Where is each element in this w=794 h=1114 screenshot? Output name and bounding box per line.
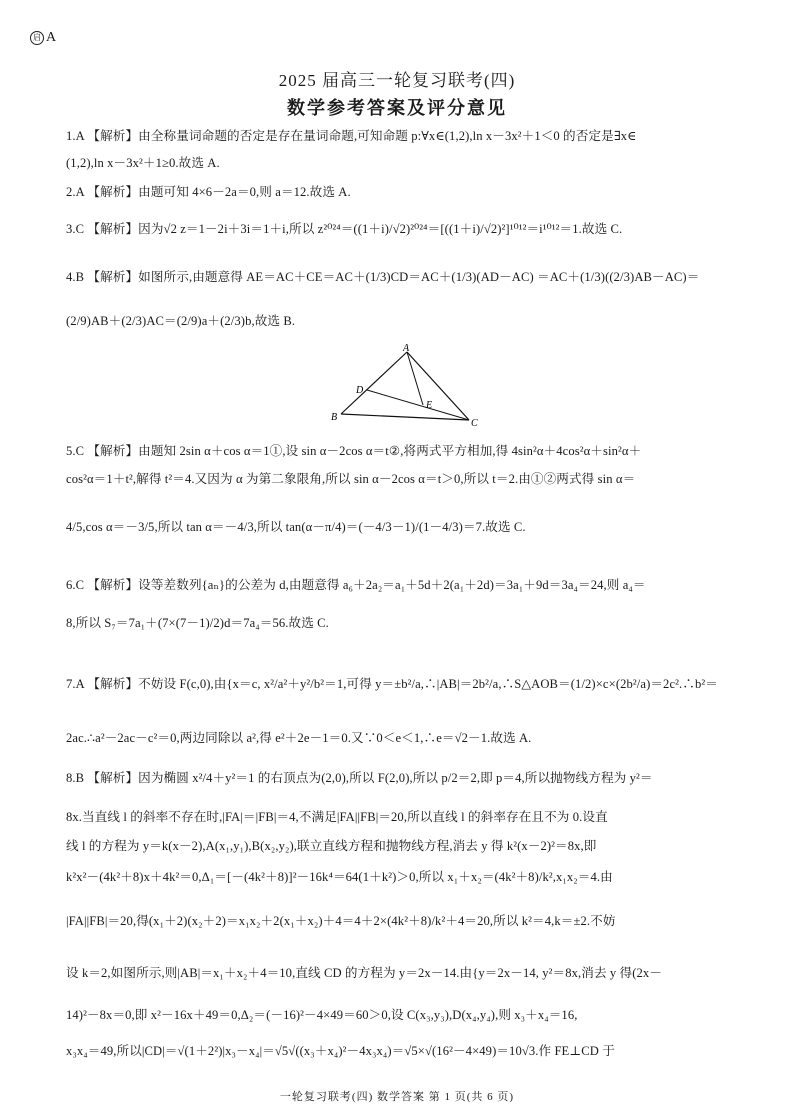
text-line: 4/5,cos α＝－3/5,所以 tan α＝－4/3,所以 tan(α－π/4)＝(－4/3－1)/(1－4/3)＝7.故选 C. (66, 520, 526, 534)
text-line: k²x²－(4k²＋8)x＋4k²＝0,Δ₁＝[－(4k²＋8)]²－16k⁴＝64(1＋k²)＞0,所以 x₁＋x₂＝(4k²＋8)/k²,x₁x₂＝4.由 (66, 870, 613, 884)
text-line: 1.A 【解析】由全称量词命题的否定是存在量词命题,可知命题 p:∀x∈(1,2),ln x－3x²＋1＜0 的否定是∃x∈ (66, 129, 637, 143)
page-title: 2025 届高三一轮复习联考(四) (278, 71, 516, 90)
text-line: 3.C 【解析】因为√2 z＝1－2i＋3i＝1＋i,所以 z²⁰²⁴＝((1＋i)/√2)²⁰²⁴＝[((1＋i)/√2)²]¹⁰¹²＝i¹⁰¹²＝1.故选 C. (66, 222, 623, 236)
label-d: D (356, 385, 364, 396)
label-a: A (403, 343, 410, 354)
text-line: 2ac.∴a²－2ac－c²＝0,两边同除以 a²,得 e²＋2e－1＝0.又∵0＜e＜1,∴e＝√2－1.故选 A. (66, 731, 532, 745)
text-line: (1,2),ln x－3x²＋1≥0.故选 A. (66, 156, 220, 170)
label-b: B (331, 412, 338, 423)
corner-letter: A (46, 30, 57, 45)
corner-mark (30, 30, 56, 46)
text-line: 6.C 【解析】设等差数列{aₙ}的公差为 d,由题意得 a₆＋2a₂＝a₁＋5d＋2(a₁＋2d)＝3a₁＋9d＝3a₄＝24,则 a₄＝ (66, 578, 646, 592)
text-line: 7.A 【解析】不妨设 F(c,0),由{x＝c, x²/a²＋y²/b²＝1,可得 y＝±b²/a,∴|AB|＝2b²/a,∴S△AOB＝(1/2)×c×(2b²/a)＝2c².∴b²＝ (66, 677, 718, 691)
triangle-figure (325, 342, 485, 432)
corner-circle-icon: 启 (30, 31, 44, 45)
text-line: 8,所以 S₇＝7a₁＋(7×(7－1)/2)d＝7a₄＝56.故选 C. (66, 616, 329, 630)
text-line: 2.A 【解析】由题可知 4×6－2a＝0,则 a＝12.故选 A. (66, 185, 351, 199)
text-line: 14)²－8x＝0,即 x²－16x＋49＝0,Δ₂＝(－16)²－4×49＝60＞0,设 C(x₃,y₃),D(x₄,y₄),则 x₃＋x₄＝16, (66, 1008, 578, 1022)
text-line: (2/9)AB＋(2/3)AC＝(2/9)a＋(2/3)b,故选 B. (66, 314, 296, 328)
text-line: x₃x₄＝49,所以|CD|＝√(1＋2²)|x₃－x₄|＝√5√((x₃＋x₄)²－4x₃x₄)＝√5×√(16²－4×49)＝10√3.作 FE⊥CD 于 (66, 1044, 615, 1058)
text-line: 8.B 【解析】因为椭圆 x²/4＋y²＝1 的右顶点为(2,0),所以 F(2,0),所以 p/2＝2,即 p＝4,所以抛物线方程为 y²＝ (66, 771, 653, 785)
text-line: 4.B 【解析】如图所示,由题意得 AE＝AC＋CE＝AC＋(1/3)CD＝AC＋(1/3)(AD－AC) ＝AC＋(1/3)((2/3)AB－AC)＝ (66, 270, 700, 284)
text-line: 5.C 【解析】由题知 2sin α＋cos α＝1①,设 sin α－2cos α＝t②,将两式平方相加,得 4sin²α＋4cos²α＋sin²α＋ (66, 444, 642, 458)
label-e: E (426, 400, 433, 411)
label-c: C (471, 418, 478, 429)
page-subtitle: 数学参考答案及评分意见 (287, 98, 507, 119)
text-line: 8x.当直线 l 的斜率不存在时,|FA|＝|FB|＝4,不满足|FA||FB|＝20,所以直线 l 的斜率存在且不为 0.设直 (66, 810, 608, 824)
text-line: cos²α＝1＋t²,解得 t²＝4.又因为 α 为第二象限角,所以 sin α－2cos α＝t＞0,所以 t＝2.由①②两式得 sin α＝ (66, 472, 636, 486)
text-line: 线 l 的方程为 y＝k(x－2),A(x₁,y₁),B(x₂,y₂),联立直线方程和抛物线方程,消去 y 得 k²(x－2)²＝8x,即 (66, 839, 597, 853)
text-line: 设 k＝2,如图所示,则|AB|＝x₁＋x₂＋4＝10,直线 CD 的方程为 y＝2x－14.由{y＝2x－14, y²＝8x,消去 y 得(2x－ (66, 966, 663, 980)
text-line: |FA||FB|＝20,得(x₁＋2)(x₂＋2)＝x₁x₂＋2(x₁＋x₂)＋4＝4＋2×(4k²＋8)/k²＋4＝20,所以 k²＝4,k＝±2.不妨 (66, 914, 616, 928)
page-footer: 一轮复习联考(四) 数学答案 第 1 页(共 6 页) (279, 1091, 515, 1103)
